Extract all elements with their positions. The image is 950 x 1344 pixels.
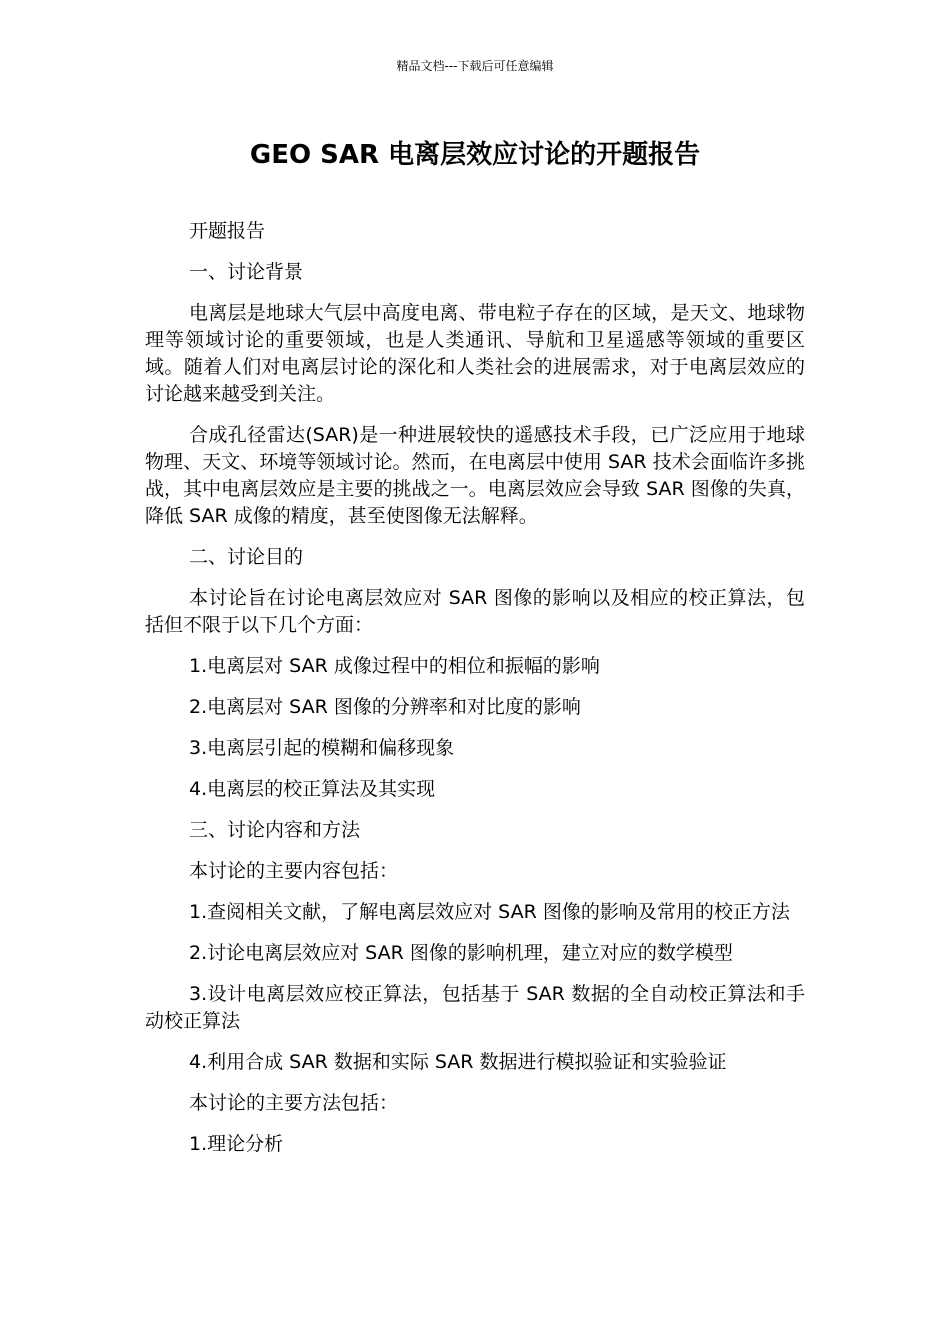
- list-item-content-4: 4.利用合成 SAR 数据和实际 SAR 数据进行模拟验证和实验验证: [189, 1051, 727, 1073]
- paragraph-purpose: 本讨论旨在讨论电离层效应对 SAR 图像的影响以及相应的校正算法，包括但不限于以下几个方面：: [145, 587, 805, 636]
- list-item-content-1: 1.查阅相关文献，了解电离层效应对 SAR 图像的影响及常用的校正方法: [189, 901, 790, 923]
- list-item-purpose-3: 3.电离层引起的模糊和偏移现象: [189, 737, 455, 759]
- paragraph-content-lead: 本讨论的主要内容包括：: [189, 860, 399, 882]
- paragraph-methods-lead: 本讨论的主要方法包括：: [189, 1092, 399, 1114]
- list-item-purpose-2: 2.电离层对 SAR 图像的分辨率和对比度的影响: [189, 696, 581, 718]
- section-heading-purpose: 二、讨论目的: [189, 546, 304, 568]
- heading-proposal: 开题报告: [189, 220, 266, 242]
- section-heading-background: 一、讨论背景: [189, 261, 304, 283]
- paragraph-sar-intro: 合成孔径雷达(SAR)是一种进展较快的遥感技术手段，已广泛应用于地球物理、天文、环境等领域讨论。然而，在电离层中使用 SAR 技术会面临许多挑战，其中电离层效应是主要的挑战之一。电离层效应会导致 SAR 图像的失真，降低 SAR 成像的精度，甚至使图像无法解释。: [145, 424, 805, 527]
- document-title: GEO SAR 电离层效应讨论的开题报告: [249, 140, 701, 170]
- page-header-watermark: 精品文档---下载后可任意编辑: [396, 59, 554, 73]
- document-body: [145, 218, 805, 1172]
- list-item-content-3: 3.设计电离层效应校正算法，包括基于 SAR 数据的全自动校正算法和手动校正算法: [145, 983, 805, 1032]
- list-item-purpose-1: 1.电离层对 SAR 成像过程中的相位和振幅的影响: [189, 655, 600, 677]
- list-item-purpose-4: 4.电离层的校正算法及其实现: [189, 778, 436, 800]
- list-item-method-1: 1.理论分析: [189, 1133, 284, 1155]
- paragraph-ionosphere-intro: 电离层是地球大气层中高度电离、带电粒子存在的区域，是天文、地球物理等领域讨论的重要领域，也是人类通讯、导航和卫星遥感等领域的重要区域。随着人们对电离层讨论的深化和人类社会的进展需求，对于电离层效应的讨论越来越受到关注。: [145, 302, 805, 405]
- section-heading-content-methods: 三、讨论内容和方法: [189, 819, 361, 841]
- list-item-content-2: 2.讨论电离层效应对 SAR 图像的影响机理，建立对应的数学模型: [189, 942, 733, 964]
